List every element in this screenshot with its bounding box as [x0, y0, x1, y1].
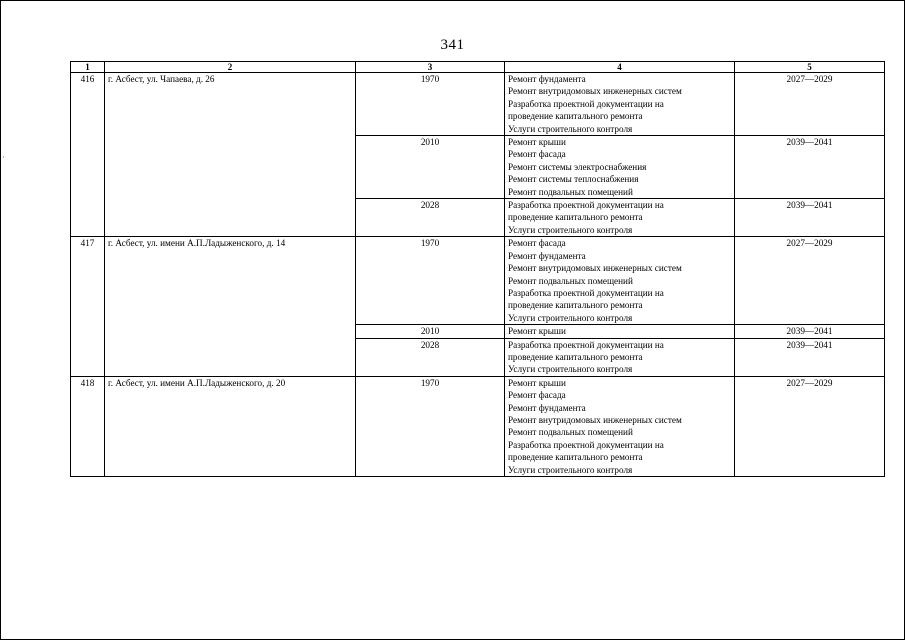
stage-year: 1970: [356, 237, 505, 325]
work-item: Разработка проектной документации на: [508, 287, 664, 298]
column-header-2: 2: [105, 62, 356, 73]
stage-works: [505, 73, 735, 136]
work-item: Разработка проектной документации на: [508, 439, 664, 450]
stage-period: 2039—2041: [735, 199, 885, 237]
stage-year: 1970: [356, 376, 505, 476]
table-row: [71, 376, 885, 476]
work-item: проведение капитального ремонта: [508, 351, 643, 362]
work-item: Ремонт крыши: [508, 326, 566, 337]
stage-works: [505, 338, 735, 376]
stage-works: [505, 376, 735, 476]
stage-year: 2028: [356, 338, 505, 376]
work-item: Разработка проектной документации на: [508, 98, 664, 109]
work-item: Ремонт системы электроснабжения: [508, 161, 647, 172]
entry-address: г. Асбест, ул. имени А.П.Ладыженского, д. 20: [105, 376, 356, 476]
work-item: Разработка проектной документации на: [508, 339, 664, 350]
entry-address: г. Асбест, ул. имени А.П.Ладыженского, д. 14: [105, 237, 356, 376]
work-item: Ремонт фундамента: [508, 250, 586, 261]
entry-address: г. Асбест, ул. Чапаева, д. 26: [105, 73, 356, 237]
work-item: проведение капитального ремонта: [508, 111, 643, 122]
work-item: Услуги строительного контроля: [508, 224, 633, 235]
work-item: Ремонт фундамента: [508, 402, 586, 413]
work-item: Услуги строительного контроля: [508, 364, 633, 375]
stage-year: 1970: [356, 73, 505, 136]
stage-period: 2027—2029: [735, 73, 885, 136]
stage-period: 2039—2041: [735, 136, 885, 199]
stage-works: [505, 325, 735, 338]
scan-mark: ·: [2, 152, 5, 162]
column-header-4: 4: [505, 62, 735, 73]
entry-number: 416: [71, 73, 105, 237]
work-item: Ремонт системы теплоснабжения: [508, 174, 639, 185]
work-item: Услуги строительного контроля: [508, 312, 633, 323]
stage-period: 2027—2029: [735, 237, 885, 325]
header-row: [71, 62, 885, 73]
work-item: Ремонт крыши: [508, 137, 566, 148]
work-item: Ремонт внутридомовых инженерных систем: [508, 263, 682, 274]
work-item: Ремонт внутридомовых инженерных систем: [508, 414, 682, 425]
column-header-1: 1: [71, 62, 105, 73]
work-item: Ремонт фасада: [508, 390, 566, 401]
work-item: проведение капитального ремонта: [508, 452, 643, 463]
stage-year: 2010: [356, 325, 505, 338]
stage-year: 2028: [356, 199, 505, 237]
column-header-3: 3: [356, 62, 505, 73]
stage-period: 2039—2041: [735, 325, 885, 338]
work-item: Ремонт крыши: [508, 377, 566, 388]
entry-number: 418: [71, 376, 105, 476]
table-row: [71, 73, 885, 136]
column-header-5: 5: [735, 62, 885, 73]
page-number: 341: [440, 37, 465, 53]
work-item: Ремонт внутридомовых инженерных систем: [508, 86, 682, 97]
work-item: Ремонт фасада: [508, 238, 566, 249]
work-item: Ремонт фасада: [508, 149, 566, 160]
stage-year: 2010: [356, 136, 505, 199]
work-item: Ремонт подвальных помещений: [508, 427, 633, 438]
work-item: Разработка проектной документации на: [508, 200, 664, 211]
work-item: Ремонт подвальных помещений: [508, 186, 633, 197]
stage-works: [505, 237, 735, 325]
table-row: [71, 237, 885, 325]
work-item: Ремонт фундамента: [508, 74, 586, 84]
work-item: Ремонт подвальных помещений: [508, 275, 633, 286]
work-item: проведение капитального ремонта: [508, 212, 643, 223]
stage-works: [505, 136, 735, 199]
work-item: проведение капитального ремонта: [508, 300, 643, 311]
work-item: Услуги строительного контроля: [508, 123, 633, 134]
stage-period: 2027—2029: [735, 376, 885, 476]
stage-period: 2039—2041: [735, 338, 885, 376]
entry-number: 417: [71, 237, 105, 376]
stage-works: [505, 199, 735, 237]
table-body: [71, 73, 885, 477]
capital-repair-table: [70, 61, 885, 477]
work-item: Услуги строительного контроля: [508, 464, 633, 475]
